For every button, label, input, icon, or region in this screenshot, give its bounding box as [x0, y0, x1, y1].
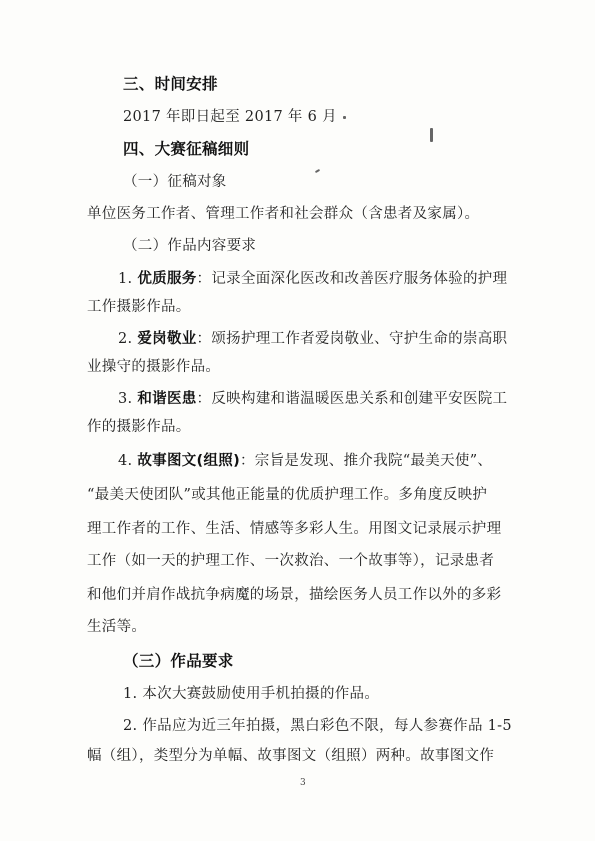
item-3-line-2: 作的摄影作品。: [87, 419, 191, 435]
item-1-line-1: [118, 269, 507, 289]
item-4-title: 故事图文(组照): [137, 453, 240, 469]
page-number: 3: [300, 778, 306, 788]
item-2-title: 爱岗敬业: [137, 331, 197, 347]
item-2-text: ：颂扬护理工作者爱岗敬业、守护生命的崇高职: [196, 331, 508, 347]
item-2-number: 2.: [118, 331, 138, 347]
item-4-line-4: 工作（如一天的护理工作、一次救治、一个故事等），记录患者: [87, 553, 495, 569]
item-4-line-1: [118, 451, 492, 471]
subsection-heading-content: （二）作品内容要求: [123, 238, 257, 254]
section-heading-schedule: 三、时间安排: [123, 75, 218, 93]
item-1-title: 优质服务: [137, 271, 197, 287]
item-2-line-2: 业操守的摄影作品。: [87, 359, 221, 375]
target-text: 单位医务工作者、管理工作者和社会群众（含患者及家属）。: [87, 206, 480, 222]
subsection-heading-target: （一）征稿对象: [123, 174, 227, 190]
requirement-2-line-1: 2. 作品应为近三年拍摄，黑白彩色不限，每人参赛作品 1-5: [123, 718, 512, 734]
requirement-2-line-2: 幅（组），类型分为单幅、故事图文（组照）两种。故事图文作: [87, 748, 495, 764]
item-1-number: 1.: [118, 271, 138, 287]
requirement-1: 1. 本次大赛鼓励使用手机拍摄的作品。: [123, 686, 380, 702]
item-3-text: ：反映构建和谐温暖医患关系和创建平安医院工: [196, 391, 508, 407]
item-3-title: 和谐医患: [137, 391, 197, 407]
scan-mark: [343, 116, 346, 119]
item-4-number: 4.: [118, 453, 138, 469]
section-heading-rules: 四、大赛征稿细则: [123, 140, 250, 158]
item-4-line-5: 和他们并肩作战抗争病魔的场景，描绘医务人员工作以外的多彩: [87, 587, 502, 603]
subsection-heading-requirements: （三）作品要求: [123, 652, 234, 670]
item-1-text: ：记录全面深化医改和改善医疗服务体验的护理: [196, 271, 508, 287]
item-3-line-1: [118, 389, 507, 409]
item-4-line-2: “最美天使团队”或其他正能量的优质护理工作。多角度反映护: [87, 487, 488, 503]
item-4-line-3: 理工作者的工作、生活、情感等多彩人生。用图文记录展示护理: [87, 521, 502, 537]
schedule-text: 2017 年即日起至 2017 年 6 月: [123, 109, 337, 125]
scan-mark: [315, 169, 320, 173]
scan-mark: [430, 128, 433, 142]
item-1-line-2: 工作摄影作品。: [87, 299, 191, 315]
item-3-number: 3.: [118, 391, 138, 407]
item-4-text: ：宗旨是发现、推介我院“最美天使”、: [240, 453, 493, 469]
item-2-line-1: [118, 329, 507, 349]
item-4-line-6: 生活等。: [87, 619, 147, 635]
